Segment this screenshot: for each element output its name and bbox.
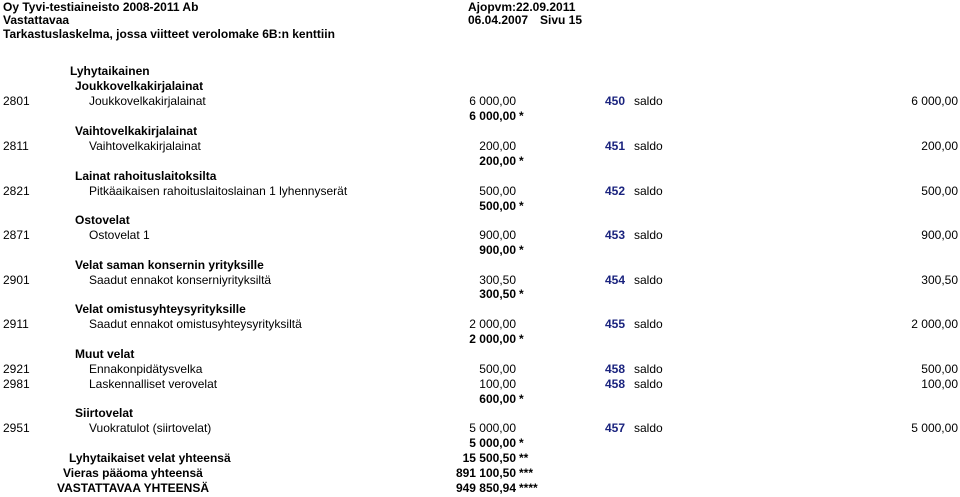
saldo-amount: 300,50 xyxy=(921,273,958,287)
account-code: 2871 xyxy=(3,228,30,242)
table-row xyxy=(0,421,960,436)
account-code: 2981 xyxy=(3,377,30,391)
total-amount: 949 850,94 xyxy=(455,481,516,495)
subtotal-marker: * xyxy=(519,109,524,123)
account-description: Saadut ennakot omistusyhteysyrityksiltä xyxy=(89,317,302,331)
total-row xyxy=(0,466,960,481)
account-code: 2811 xyxy=(3,139,29,153)
total-row xyxy=(0,481,960,496)
amount: 100,00 xyxy=(479,377,516,391)
group-title: Joukkovelkakirjalainat xyxy=(75,79,204,93)
subtotal-row xyxy=(0,109,960,124)
saldo-amount: 5 000,00 xyxy=(911,421,958,435)
account-code: 2951 xyxy=(3,421,30,435)
amount: 2 000,00 xyxy=(469,317,516,331)
account-description: Ennakonpidätysvelka xyxy=(89,362,203,376)
subtotal-amount: 200,00 xyxy=(479,154,516,168)
subtotal-marker: * xyxy=(519,392,524,406)
form-reference: 450 xyxy=(604,94,625,108)
amount: 5 000,00 xyxy=(469,421,516,435)
group-title: Muut velat xyxy=(75,347,135,361)
saldo-label: saldo xyxy=(634,362,663,376)
subtotal-amount: 500,00 xyxy=(479,199,516,213)
total-marker: **** xyxy=(519,481,538,495)
subtotal-row xyxy=(0,436,960,451)
group-title: Ostovelat xyxy=(75,213,130,227)
form-reference: 458 xyxy=(604,377,625,391)
group-title: Siirtovelat xyxy=(75,406,134,420)
run-date: Ajopvm:22.09.2011 xyxy=(468,0,576,14)
total-label: Lyhytaikaiset velat yhteensä xyxy=(69,451,231,465)
group-title-row xyxy=(0,406,960,421)
saldo-label: saldo xyxy=(634,228,663,242)
amount: 200,00 xyxy=(479,139,516,153)
account-code: 2901 xyxy=(3,273,30,287)
total-amount: 891 100,50 xyxy=(455,466,516,480)
total-marker: ** xyxy=(519,451,529,465)
table-row xyxy=(0,94,960,109)
saldo-amount: 2 000,00 xyxy=(911,317,958,331)
saldo-label: saldo xyxy=(634,139,663,153)
group-title-row xyxy=(0,302,960,317)
form-reference: 452 xyxy=(604,184,625,198)
subtotal-row xyxy=(0,287,960,302)
report-subtitle-row xyxy=(0,27,960,42)
total-row xyxy=(0,451,960,466)
subtotal-amount: 900,00 xyxy=(479,243,516,257)
amount: 900,00 xyxy=(479,228,516,242)
form-reference: 455 xyxy=(604,317,625,331)
account-code: 2921 xyxy=(3,362,30,376)
saldo-amount: 500,00 xyxy=(921,184,958,198)
amount: 300,50 xyxy=(479,273,516,287)
subtotal-row xyxy=(0,199,960,214)
account-description: Joukkovelkakirjalainat xyxy=(89,94,206,108)
amount: 500,00 xyxy=(479,362,516,376)
group-title: Vaihtovelkakirjalainat xyxy=(75,124,198,138)
subtotal-amount: 5 000,00 xyxy=(469,436,516,450)
account-description: Vaihtovelkakirjalainat xyxy=(89,139,201,153)
saldo-label: saldo xyxy=(634,273,663,287)
form-reference: 457 xyxy=(604,421,625,435)
saldo-amount: 100,00 xyxy=(921,377,958,391)
table-row xyxy=(0,184,960,199)
group-title-row xyxy=(0,213,960,228)
subtotal-amount: 600,00 xyxy=(479,392,516,406)
account-description: Laskennalliset verovelat xyxy=(89,377,218,391)
subtotal-marker: * xyxy=(519,154,524,168)
subtotal-row xyxy=(0,332,960,347)
form-reference: 451 xyxy=(604,139,625,153)
account-code: 2821 xyxy=(3,184,30,198)
main-heading-row xyxy=(0,64,960,79)
table-row xyxy=(0,377,960,392)
saldo-label: saldo xyxy=(634,377,663,391)
total-marker: *** xyxy=(519,466,534,480)
group-title-row xyxy=(0,79,960,94)
saldo-amount: 6 000,00 xyxy=(911,94,958,108)
group-title: Velat omistusyhteysyrityksille xyxy=(75,302,246,316)
saldo-amount: 200,00 xyxy=(921,139,958,153)
group-title-row xyxy=(0,347,960,362)
subtotal-marker: * xyxy=(519,436,524,450)
account-code: 2911 xyxy=(3,317,29,331)
subtotal-row xyxy=(0,243,960,258)
table-row xyxy=(0,228,960,243)
saldo-amount: 900,00 xyxy=(921,228,958,242)
account-description: Vuokratulot (siirtovelat) xyxy=(89,421,212,435)
report-header-row-2 xyxy=(0,13,960,28)
account-description: Pitkäaikaisen rahoituslaitoslainan 1 lyhennyserät xyxy=(89,184,348,198)
total-amount: 15 500,50 xyxy=(462,451,516,465)
report-date: 06.04.2007 xyxy=(468,13,529,27)
subtotal-row xyxy=(0,154,960,169)
saldo-label: saldo xyxy=(634,317,663,331)
amount: 500,00 xyxy=(479,184,516,198)
company-name: Oy Tyvi-testiaineisto 2008-2011 Ab xyxy=(3,0,199,14)
subtotal-marker: * xyxy=(519,287,524,301)
account-description: Saadut ennakot konserniyrityksiltä xyxy=(89,273,272,287)
form-reference: 458 xyxy=(604,362,625,376)
subtotal-marker: * xyxy=(519,199,524,213)
table-row xyxy=(0,362,960,377)
table-row xyxy=(0,317,960,332)
saldo-label: saldo xyxy=(634,94,663,108)
group-title-row xyxy=(0,169,960,184)
subtotal-marker: * xyxy=(519,243,524,257)
report-subtitle: Tarkastuslaskelma, jossa viitteet verolomake 6B:n kenttiin xyxy=(3,27,335,41)
table-row xyxy=(0,273,960,288)
amount: 6 000,00 xyxy=(469,94,516,108)
section-title: Vastattavaa xyxy=(3,13,70,27)
subtotal-amount: 2 000,00 xyxy=(469,332,516,346)
group-title-row xyxy=(0,258,960,273)
total-label: VASTATTAVAA YHTEENSÄ xyxy=(57,481,210,495)
total-label: Vieras pääoma yhteensä xyxy=(63,466,203,480)
subtotal-amount: 300,50 xyxy=(479,287,516,301)
group-title: Lainat rahoituslaitoksilta xyxy=(75,169,217,183)
main-heading: Lyhytaikainen xyxy=(70,64,150,78)
account-description: Ostovelat 1 xyxy=(89,228,150,242)
subtotal-row xyxy=(0,392,960,407)
page-number: Sivu 15 xyxy=(540,13,583,27)
subtotal-marker: * xyxy=(519,332,524,346)
saldo-label: saldo xyxy=(634,421,663,435)
group-title-row xyxy=(0,124,960,139)
form-reference: 454 xyxy=(604,273,625,287)
saldo-amount: 500,00 xyxy=(921,362,958,376)
table-row xyxy=(0,139,960,154)
group-title: Velat saman konsernin yrityksille xyxy=(75,258,264,272)
form-reference: 453 xyxy=(604,228,625,242)
account-code: 2801 xyxy=(3,94,30,108)
saldo-label: saldo xyxy=(634,184,663,198)
subtotal-amount: 6 000,00 xyxy=(469,109,516,123)
